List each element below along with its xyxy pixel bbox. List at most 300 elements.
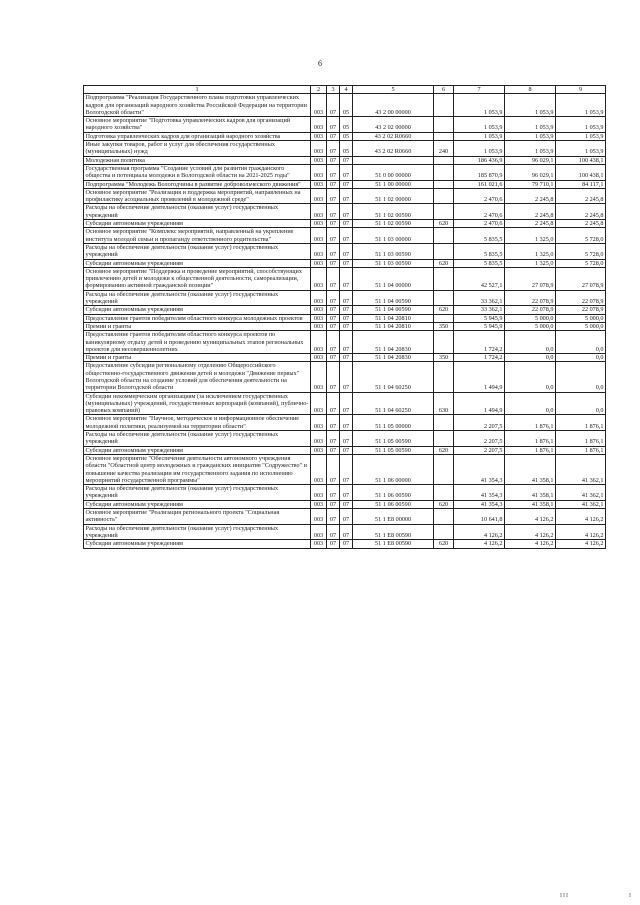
- amount-cell: 33 362,1: [454, 306, 505, 314]
- code-cell: 003: [311, 485, 327, 501]
- subsection-cell: 07: [340, 322, 353, 330]
- expense-type-cell: 620: [434, 500, 454, 508]
- row-name-cell: Субсидии автономным учреждениям: [84, 306, 311, 314]
- amount-cell: 1 494,9: [454, 392, 505, 415]
- amount-cell: 2 245,8: [556, 188, 606, 204]
- amount-cell: 2 245,8: [505, 204, 556, 220]
- expense-type-cell: [434, 164, 454, 180]
- section-cell: 07: [327, 354, 340, 362]
- table-row: [84, 454, 606, 484]
- subsection-cell: 07: [340, 259, 353, 267]
- code-cell: 003: [311, 509, 327, 525]
- expense-type-cell: 350: [434, 354, 454, 362]
- code-cell: 003: [311, 267, 327, 290]
- amount-cell: 96 029,1: [505, 164, 556, 180]
- table-row: [84, 290, 606, 306]
- expense-type-cell: [434, 117, 454, 133]
- row-name-cell: Государственная программа "Создание условий для развития гражданского общества и потенциала молодежи в Вологодской области на 2021-2025 годы": [84, 164, 311, 180]
- amount-cell: 2 207,5: [454, 415, 505, 431]
- amount-cell: 0,0: [505, 331, 556, 354]
- section-cell: 07: [327, 220, 340, 228]
- expense-type-cell: [434, 94, 454, 117]
- amount-cell: 185 870,9: [454, 164, 505, 180]
- table-row: [84, 314, 606, 322]
- table-row: [84, 141, 606, 157]
- footer-mark: I: [629, 893, 632, 899]
- target-article-cell: 51 1 E8 00590: [353, 540, 434, 548]
- subsection-cell: 07: [340, 267, 353, 290]
- target-article-cell: 51 1 05 00590: [353, 431, 434, 447]
- section-cell: 07: [327, 188, 340, 204]
- subsection-cell: 07: [340, 485, 353, 501]
- target-article-cell: [353, 156, 434, 164]
- table-row: [84, 117, 606, 133]
- expense-type-cell: [434, 415, 454, 431]
- row-name-cell: Основное мероприятие "Подготовка управленческих кадров для организаций народного хозяйства": [84, 117, 311, 133]
- subsection-cell: 07: [340, 354, 353, 362]
- amount-cell: 1 053,9: [556, 94, 606, 117]
- row-name-cell: Подготовка управленческих кадров для организаций народного хозяйства: [84, 132, 311, 140]
- amount-cell: 42 527,1: [454, 267, 505, 290]
- subsection-cell: 05: [340, 94, 353, 117]
- row-name-cell: Предоставление грантов победителям областного конкурса проектов по каникулярному отдыху детей и проведению муниципальных этапов региональных проектов для несовершеннолетних: [84, 331, 311, 354]
- amount-cell: 33 362,1: [454, 290, 505, 306]
- code-cell: 003: [311, 117, 327, 133]
- page-number: 6: [318, 59, 322, 68]
- row-name-cell: Основное мероприятие "Реализация регионального проекта "Социальная активность": [84, 509, 311, 525]
- expense-type-cell: 630: [434, 392, 454, 415]
- section-cell: 07: [327, 509, 340, 525]
- target-article-cell: 51 1 E8 00000: [353, 509, 434, 525]
- amount-cell: 0,0: [505, 392, 556, 415]
- code-cell: 003: [311, 290, 327, 306]
- subsection-cell: 07: [340, 156, 353, 164]
- amount-cell: 1 053,9: [505, 94, 556, 117]
- section-cell: 07: [327, 314, 340, 322]
- table-header-row: [84, 86, 606, 94]
- section-cell: 07: [327, 259, 340, 267]
- row-name-cell: Расходы на обеспечение деятельности (оказание услуг) государственных учреждений: [84, 524, 311, 540]
- row-name-cell: Расходы на обеспечение деятельности (оказание услуг) государственных учреждений: [84, 485, 311, 501]
- code-cell: 003: [311, 204, 327, 220]
- expense-type-cell: [434, 485, 454, 501]
- row-name-cell: Субсидии автономным учреждениям: [84, 540, 311, 548]
- amount-cell: 22 078,9: [556, 306, 606, 314]
- target-article-cell: 51 1 06 00590: [353, 500, 434, 508]
- subsection-cell: 05: [340, 117, 353, 133]
- table-row: [84, 415, 606, 431]
- target-article-cell: 51 1 04 20810: [353, 322, 434, 330]
- expense-type-cell: [434, 132, 454, 140]
- table-row: [84, 220, 606, 228]
- subsection-cell: 07: [340, 188, 353, 204]
- code-cell: 003: [311, 540, 327, 548]
- amount-cell: 5 728,0: [556, 259, 606, 267]
- amount-cell: 100 438,1: [556, 164, 606, 180]
- target-article-cell: 51 0 00 00000: [353, 164, 434, 180]
- target-article-cell: 51 1 04 20810: [353, 314, 434, 322]
- subsection-cell: 07: [340, 243, 353, 259]
- amount-cell: 41 362,1: [556, 500, 606, 508]
- amount-cell: 5 835,5: [454, 259, 505, 267]
- code-cell: 003: [311, 243, 327, 259]
- amount-cell: 27 078,9: [505, 267, 556, 290]
- amount-cell: 4 126,2: [505, 524, 556, 540]
- table-row: [84, 243, 606, 259]
- amount-cell: 1 053,9: [556, 117, 606, 133]
- amount-cell: 22 078,9: [505, 290, 556, 306]
- amount-cell: 5 728,0: [556, 243, 606, 259]
- amount-cell: 4 126,2: [454, 540, 505, 548]
- subsection-cell: 07: [340, 180, 353, 188]
- footer-marks: [560, 893, 640, 899]
- expense-type-cell: 620: [434, 259, 454, 267]
- subsection-cell: 07: [340, 431, 353, 447]
- header-cell: 4: [340, 86, 353, 94]
- table-row: [84, 331, 606, 354]
- amount-cell: 79 710,1: [505, 180, 556, 188]
- amount-cell: 2 245,8: [556, 220, 606, 228]
- amount-cell: 4 126,2: [454, 524, 505, 540]
- amount-cell: 1 053,9: [505, 141, 556, 157]
- row-name-cell: Предоставление грантов победителям областного конкурса молодежных проектов: [84, 314, 311, 322]
- amount-cell: 41 358,1: [505, 454, 556, 484]
- amount-cell: 41 354,3: [454, 454, 505, 484]
- footer-mark: III: [560, 893, 569, 899]
- expense-type-cell: [434, 362, 454, 392]
- target-article-cell: 51 1 04 60250: [353, 362, 434, 392]
- amount-cell: 1 876,1: [556, 415, 606, 431]
- code-cell: 003: [311, 220, 327, 228]
- row-name-cell: Основное мероприятие "Комплекс мероприятий, направленный на укрепление института молодой семьи и пропаганду ответственного родительства": [84, 228, 311, 244]
- code-cell: 003: [311, 306, 327, 314]
- amount-cell: 41 354,3: [454, 485, 505, 501]
- expense-type-cell: [434, 509, 454, 525]
- target-article-cell: 51 1 04 60250: [353, 392, 434, 415]
- expense-type-cell: [434, 290, 454, 306]
- row-name-cell: Субсидии автономным учреждениям: [84, 259, 311, 267]
- section-cell: 07: [327, 204, 340, 220]
- amount-cell: 27 078,9: [556, 267, 606, 290]
- expense-type-cell: 240: [434, 141, 454, 157]
- subsection-cell: 07: [340, 220, 353, 228]
- code-cell: 003: [311, 188, 327, 204]
- expense-type-cell: [434, 156, 454, 164]
- amount-cell: 2 470,6: [454, 220, 505, 228]
- amount-cell: 5 000,0: [556, 314, 606, 322]
- table-row: [84, 446, 606, 454]
- section-cell: 07: [327, 156, 340, 164]
- table-row: [84, 485, 606, 501]
- header-cell: 7: [454, 86, 505, 94]
- target-article-cell: 51 1 06 00590: [353, 485, 434, 501]
- table-row: [84, 524, 606, 540]
- target-article-cell: 51 1 04 00590: [353, 290, 434, 306]
- table-row: [84, 431, 606, 447]
- section-cell: 07: [327, 94, 340, 117]
- amount-cell: 2 245,8: [556, 204, 606, 220]
- row-name-cell: Субсидии автономным учреждениям: [84, 500, 311, 508]
- expense-type-cell: 620: [434, 220, 454, 228]
- amount-cell: 1 876,1: [556, 446, 606, 454]
- table-row: [84, 156, 606, 164]
- section-cell: 07: [327, 362, 340, 392]
- section-cell: 07: [327, 141, 340, 157]
- target-article-cell: 51 1 06 00000: [353, 454, 434, 484]
- target-article-cell: 51 1 02 00590: [353, 220, 434, 228]
- section-cell: 07: [327, 485, 340, 501]
- amount-cell: 0,0: [556, 354, 606, 362]
- subsection-cell: 05: [340, 132, 353, 140]
- section-cell: 07: [327, 290, 340, 306]
- code-cell: 003: [311, 431, 327, 447]
- header-cell: 8: [505, 86, 556, 94]
- expense-type-cell: [434, 267, 454, 290]
- row-name-cell: Основное мероприятие "Обеспечение деятельности автономного учреждения области "Областной центр молодежных и гражданских инициатив "Содружество" и повышение качества реализации им государственного задания по исполнению мероприятий государственной программы": [84, 454, 311, 484]
- amount-cell: 1 053,9: [556, 132, 606, 140]
- target-article-cell: 43 2 02 R0660: [353, 132, 434, 140]
- code-cell: 003: [311, 524, 327, 540]
- table-row: [84, 132, 606, 140]
- code-cell: 003: [311, 362, 327, 392]
- amount-cell: 1 724,2: [454, 331, 505, 354]
- target-article-cell: 51 1 04 00000: [353, 267, 434, 290]
- amount-cell: 4 126,2: [505, 540, 556, 548]
- table-row: [84, 322, 606, 330]
- subsection-cell: 07: [340, 314, 353, 322]
- expense-type-cell: [434, 524, 454, 540]
- target-article-cell: 51 1 00 00000: [353, 180, 434, 188]
- table-row: [84, 267, 606, 290]
- amount-cell: 0,0: [505, 354, 556, 362]
- amount-cell: 1 876,1: [505, 415, 556, 431]
- amount-cell: 5 835,5: [454, 243, 505, 259]
- target-article-cell: 51 1 03 00000: [353, 228, 434, 244]
- row-name-cell: Субсидии автономным учреждениям: [84, 446, 311, 454]
- amount-cell: 5 835,5: [454, 228, 505, 244]
- expense-type-cell: 620: [434, 306, 454, 314]
- amount-cell: 4 126,2: [505, 509, 556, 525]
- subsection-cell: 07: [340, 415, 353, 431]
- amount-cell: 4 126,2: [556, 509, 606, 525]
- amount-cell: 96 029,1: [505, 156, 556, 164]
- amount-cell: 5 945,9: [454, 322, 505, 330]
- row-name-cell: Субсидии автономным учреждениям: [84, 220, 311, 228]
- table-row: [84, 500, 606, 508]
- amount-cell: 4 126,2: [556, 524, 606, 540]
- row-name-cell: Основное мероприятие "Поддержка и проведение мероприятий, способствующих привлечению детей и молодежи к общественной деятельности, самореализации, формированию активной гражданской позиции": [84, 267, 311, 290]
- amount-cell: 0,0: [556, 331, 606, 354]
- target-article-cell: 51 1 04 20830: [353, 331, 434, 354]
- amount-cell: 4 126,2: [556, 540, 606, 548]
- row-name-cell: Премии и гранты: [84, 354, 311, 362]
- code-cell: 003: [311, 500, 327, 508]
- table-row: [84, 164, 606, 180]
- section-cell: 07: [327, 524, 340, 540]
- target-article-cell: 43 2 02 R0660: [353, 141, 434, 157]
- target-article-cell: 51 1 05 00590: [353, 446, 434, 454]
- code-cell: 003: [311, 141, 327, 157]
- subsection-cell: 07: [340, 446, 353, 454]
- row-name-cell: Премии и гранты: [84, 322, 311, 330]
- section-cell: 07: [327, 500, 340, 508]
- amount-cell: 2 207,5: [454, 446, 505, 454]
- amount-cell: 84 117,1: [556, 180, 606, 188]
- section-cell: 07: [327, 180, 340, 188]
- subsection-cell: 07: [340, 509, 353, 525]
- row-name-cell: Субсидии некоммерческим организациям (за исключением государственных (муниципальных) учреждений, государственных корпораций (компаний), публично-правовых компаний): [84, 392, 311, 415]
- amount-cell: 1 053,9: [454, 94, 505, 117]
- expense-type-cell: 620: [434, 446, 454, 454]
- amount-cell: 2 245,8: [505, 188, 556, 204]
- amount-cell: 41 358,1: [505, 485, 556, 501]
- subsection-cell: 07: [340, 540, 353, 548]
- table-row: [84, 228, 606, 244]
- target-article-cell: 43 2 00 00000: [353, 94, 434, 117]
- target-article-cell: 51 1 03 00590: [353, 259, 434, 267]
- row-name-cell: Расходы на обеспечение деятельности (оказание услуг) государственных учреждений: [84, 290, 311, 306]
- subsection-cell: 07: [340, 290, 353, 306]
- section-cell: 07: [327, 164, 340, 180]
- expense-type-cell: [434, 331, 454, 354]
- expense-type-cell: [434, 314, 454, 322]
- target-article-cell: 51 1 03 00590: [353, 243, 434, 259]
- amount-cell: 0,0: [556, 362, 606, 392]
- section-cell: 07: [327, 243, 340, 259]
- code-cell: 003: [311, 446, 327, 454]
- amount-cell: 1 053,9: [454, 117, 505, 133]
- amount-cell: 186 436,9: [454, 156, 505, 164]
- expense-type-cell: [434, 204, 454, 220]
- expense-type-cell: [434, 180, 454, 188]
- amount-cell: 2 470,6: [454, 204, 505, 220]
- expense-type-cell: 350: [434, 322, 454, 330]
- amount-cell: 41 362,1: [556, 485, 606, 501]
- amount-cell: 1 494,9: [454, 362, 505, 392]
- section-cell: 07: [327, 267, 340, 290]
- row-name-cell: Предоставление субсидии региональному отделению Общероссийского общественно-государственного движения детей и молодежи "Движение первых" Вологодской области на создание условий для обеспечения деятельности на территории Вологодской области: [84, 362, 311, 392]
- amount-cell: 2 207,5: [454, 431, 505, 447]
- amount-cell: 5 000,0: [505, 314, 556, 322]
- expense-type-cell: [434, 431, 454, 447]
- table-row: [84, 306, 606, 314]
- target-article-cell: 51 1 04 20830: [353, 354, 434, 362]
- row-name-cell: Расходы на обеспечение деятельности (оказание услуг) государственных учреждений: [84, 431, 311, 447]
- subsection-cell: 07: [340, 306, 353, 314]
- code-cell: 003: [311, 454, 327, 484]
- amount-cell: 5 000,0: [505, 322, 556, 330]
- section-cell: 07: [327, 322, 340, 330]
- header-cell: 6: [434, 86, 454, 94]
- section-cell: 07: [327, 331, 340, 354]
- row-name-cell: Расходы на обеспечение деятельности (оказание услуг) государственных учреждений: [84, 204, 311, 220]
- section-cell: 07: [327, 132, 340, 140]
- subsection-cell: 07: [340, 392, 353, 415]
- target-article-cell: 51 1 02 00590: [353, 204, 434, 220]
- section-cell: 07: [327, 415, 340, 431]
- table-row: [84, 259, 606, 267]
- header-cell: 2: [311, 86, 327, 94]
- row-name-cell: Молодежная политика: [84, 156, 311, 164]
- section-cell: 07: [327, 117, 340, 133]
- amount-cell: 161 021,6: [454, 180, 505, 188]
- amount-cell: 1 325,0: [505, 243, 556, 259]
- table-row: [84, 362, 606, 392]
- table-row: [84, 204, 606, 220]
- amount-cell: 1 876,1: [505, 446, 556, 454]
- subsection-cell: 07: [340, 500, 353, 508]
- expense-type-cell: 620: [434, 540, 454, 548]
- code-cell: 003: [311, 331, 327, 354]
- section-cell: 07: [327, 306, 340, 314]
- code-cell: 003: [311, 228, 327, 244]
- amount-cell: 5 728,0: [556, 228, 606, 244]
- amount-cell: 22 078,9: [556, 290, 606, 306]
- expense-type-cell: [434, 228, 454, 244]
- section-cell: 07: [327, 392, 340, 415]
- amount-cell: 1 876,1: [505, 431, 556, 447]
- section-cell: 07: [327, 540, 340, 548]
- budget-table: [83, 85, 606, 549]
- subsection-cell: 07: [340, 362, 353, 392]
- amount-cell: 41 358,1: [505, 500, 556, 508]
- header-cell: 9: [556, 86, 606, 94]
- code-cell: 003: [311, 180, 327, 188]
- row-name-cell: Основное мероприятие "Научное, методическое и информационное обеспечение молодежной политики, реализуемой на территории области": [84, 415, 311, 431]
- amount-cell: 1 724,2: [454, 354, 505, 362]
- row-name-cell: Иные закупки товаров, работ и услуг для обеспечения государственных (муниципальных) нужд: [84, 141, 311, 157]
- amount-cell: 2 470,6: [454, 188, 505, 204]
- amount-cell: 1 053,9: [454, 132, 505, 140]
- row-name-cell: Расходы на обеспечение деятельности (оказание услуг) государственных учреждений: [84, 243, 311, 259]
- expense-type-cell: [434, 454, 454, 484]
- code-cell: 003: [311, 392, 327, 415]
- subsection-cell: 07: [340, 228, 353, 244]
- header-cell: 1: [84, 86, 311, 94]
- amount-cell: 22 078,9: [505, 306, 556, 314]
- amount-cell: 1 325,0: [505, 259, 556, 267]
- subsection-cell: 07: [340, 524, 353, 540]
- header-cell: 3: [327, 86, 340, 94]
- table-row: [84, 392, 606, 415]
- code-cell: 003: [311, 314, 327, 322]
- code-cell: 003: [311, 94, 327, 117]
- table-row: [84, 188, 606, 204]
- code-cell: 003: [311, 132, 327, 140]
- amount-cell: 0,0: [505, 362, 556, 392]
- table-row: [84, 354, 606, 362]
- expense-type-cell: [434, 243, 454, 259]
- subsection-cell: 05: [340, 141, 353, 157]
- amount-cell: 2 245,8: [505, 220, 556, 228]
- amount-cell: 1 053,9: [505, 117, 556, 133]
- subsection-cell: 07: [340, 164, 353, 180]
- amount-cell: 5 945,9: [454, 314, 505, 322]
- amount-cell: 100 438,1: [556, 156, 606, 164]
- target-article-cell: 51 1 05 00000: [353, 415, 434, 431]
- code-cell: 003: [311, 322, 327, 330]
- amount-cell: 5 000,0: [556, 322, 606, 330]
- amount-cell: 1 325,0: [505, 228, 556, 244]
- subsection-cell: 07: [340, 454, 353, 484]
- amount-cell: 1 053,9: [454, 141, 505, 157]
- row-name-cell: Основное мероприятие "Реализация и поддержка мероприятий, направленных на профилактику асоциальных проявлений в молодежной среде": [84, 188, 311, 204]
- table-row: [84, 94, 606, 117]
- code-cell: 003: [311, 156, 327, 164]
- code-cell: 003: [311, 164, 327, 180]
- table-row: [84, 540, 606, 548]
- section-cell: 07: [327, 228, 340, 244]
